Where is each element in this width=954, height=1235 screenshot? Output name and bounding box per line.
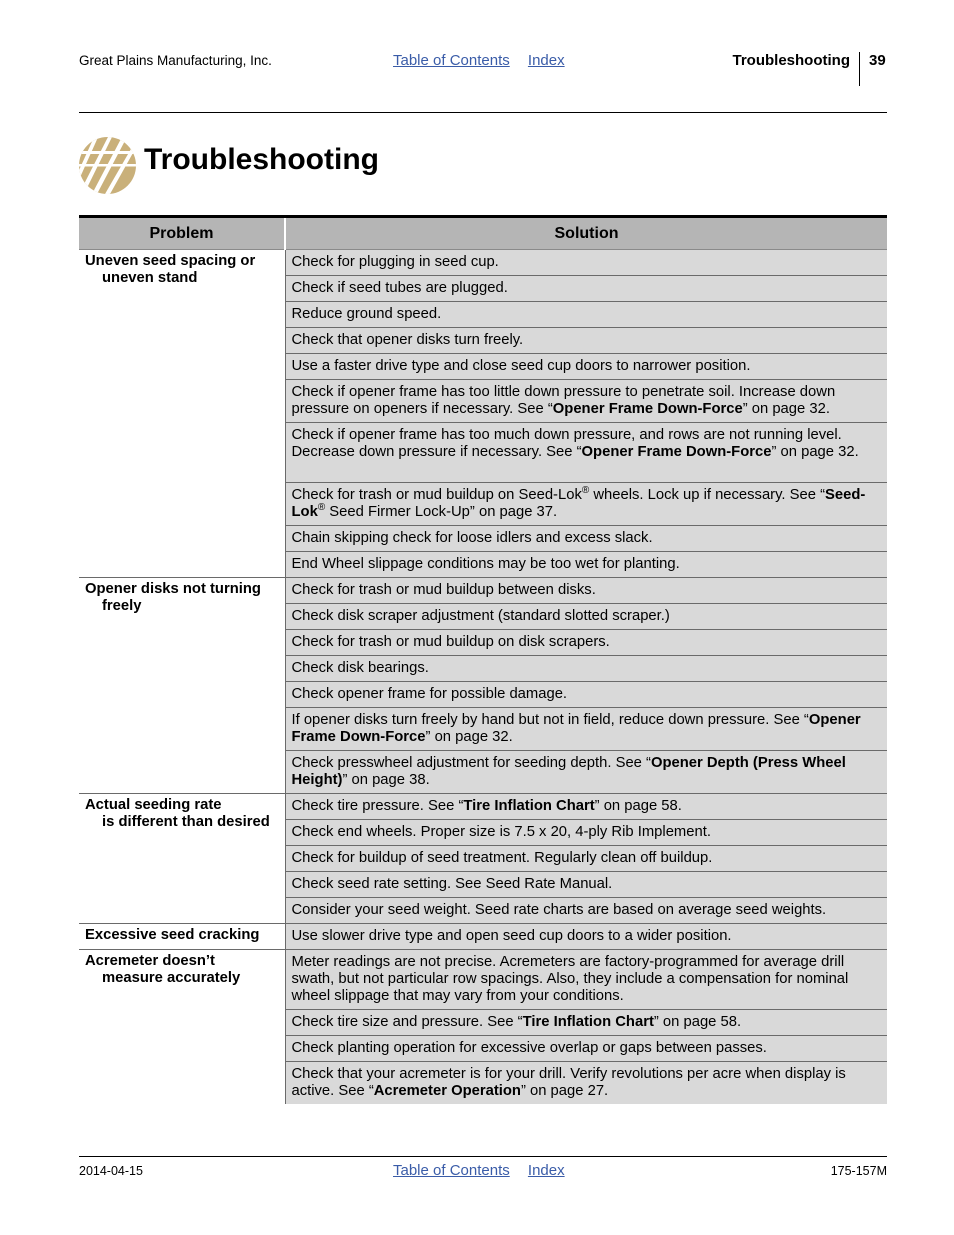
problem-text: Actual seeding rate bbox=[85, 797, 222, 813]
solution-text: Check if opener frame has too little down pressure to penetrate soil. Increase down pressure on openers if necessary. See “ bbox=[291, 384, 836, 417]
solution-text: Use slower drive type and open seed cup doors to a wider position. bbox=[291, 928, 732, 944]
problem-cell bbox=[79, 950, 285, 1105]
solution-cell bbox=[285, 328, 887, 354]
solution-reference: Opener Frame Down-Force bbox=[291, 712, 861, 745]
solution-cell bbox=[285, 1062, 887, 1105]
solution-text: Check seed rate setting. See Seed Rate Manual. bbox=[291, 876, 613, 892]
solution-cell bbox=[285, 526, 887, 552]
registered-mark: ® bbox=[581, 485, 590, 497]
solution-cell bbox=[285, 552, 887, 578]
solution-text: Check presswheel adjustment for seeding depth. See “ bbox=[291, 755, 651, 771]
solution-reference: Opener Depth (Press Wheel Height) bbox=[291, 755, 846, 788]
footer-rule bbox=[79, 1156, 887, 1157]
solution-text: Check disk bearings. bbox=[291, 660, 429, 676]
solution-text: Check disk scraper adjustment (standard slotted scraper.) bbox=[291, 608, 670, 624]
solution-reference: Opener Frame Down-Force bbox=[581, 444, 772, 460]
solution-text: ” on page 32. bbox=[742, 401, 830, 417]
footer-date: 2014-04-15 bbox=[79, 1164, 143, 1178]
solution-cell bbox=[285, 924, 887, 950]
header-divider bbox=[859, 52, 860, 86]
footer-doc-number: 175-157M bbox=[830, 1164, 887, 1178]
solution-cell bbox=[285, 1010, 887, 1036]
solution-text: Check tire size and pressure. See “ bbox=[291, 1014, 523, 1030]
solution-text: Check that opener disks turn freely. bbox=[291, 332, 524, 348]
solution-cell bbox=[285, 354, 887, 380]
problem-text-continued: uneven stand bbox=[102, 270, 198, 286]
header-links bbox=[393, 52, 579, 69]
solution-text: Check for buildup of seed treatment. Regularly clean off buildup. bbox=[291, 850, 713, 866]
problem-cell bbox=[79, 924, 285, 950]
solution-text: ” on page 27. bbox=[520, 1083, 609, 1099]
problem-text: Excessive seed cracking bbox=[85, 927, 260, 943]
solution-cell bbox=[285, 950, 887, 1010]
header-toc-link[interactable]: Table of Contents bbox=[393, 52, 510, 69]
solution-text: Check for trash or mud buildup between disks. bbox=[291, 582, 596, 598]
solution-text: ” on page 32. bbox=[771, 444, 859, 460]
solution-cell bbox=[285, 630, 887, 656]
solution-text: Meter readings are not precise. Acremeters are factory-programmed for average drill swath, but not particular row spacings. Also, they include a compensation for nominal wheel slippage that may vary from your conditions. bbox=[291, 954, 849, 1004]
solution-text: Seed Firmer Lock-Up bbox=[325, 504, 470, 520]
solution-text: ” on page 32. bbox=[425, 729, 513, 745]
header-index-link[interactable]: Index bbox=[527, 52, 565, 69]
solution-text: If opener disks turn freely by hand but not in field, reduce down pressure. See “ bbox=[291, 712, 809, 728]
solution-reference: Tire Inflation Chart bbox=[463, 798, 595, 814]
table-row bbox=[79, 950, 887, 1010]
column-header-problem: Problem bbox=[79, 217, 285, 250]
solution-text: ” on page 38. bbox=[342, 772, 430, 788]
solution-cell bbox=[285, 751, 887, 794]
solution-text: Check end wheels. Proper size is 7.5 x 20, 4-ply Rib Implement. bbox=[291, 824, 711, 840]
solution-text: Check if opener frame has too much down pressure, and rows are not running level. Decrease down pressure if necessary. See “ bbox=[291, 427, 842, 460]
table-row bbox=[79, 250, 887, 276]
header-section: Troubleshooting bbox=[732, 52, 850, 69]
problem-text: Opener disks not turning bbox=[85, 581, 261, 597]
solution-cell bbox=[285, 578, 887, 604]
problem-text-continued: is different than desired bbox=[102, 814, 270, 830]
solution-text: End Wheel slippage conditions may be too wet for planting. bbox=[291, 556, 680, 572]
solution-reference: Opener Frame Down-Force bbox=[552, 401, 743, 417]
solution-cell bbox=[285, 872, 887, 898]
solution-cell bbox=[285, 380, 887, 423]
solution-text: ” on page 58. bbox=[594, 798, 682, 814]
problem-cell bbox=[79, 794, 285, 924]
solution-cell bbox=[285, 250, 887, 276]
solution-text: ” on page 58. bbox=[653, 1014, 742, 1030]
solution-cell bbox=[285, 656, 887, 682]
solution-reference: Seed-Lok bbox=[291, 487, 866, 520]
column-header-solution: Solution bbox=[285, 217, 887, 250]
solution-text: Check planting operation for excessive overlap or gaps between passes. bbox=[291, 1040, 767, 1056]
solution-text: Reduce ground speed. bbox=[291, 306, 442, 322]
header-company: Great Plains Manufacturing, Inc. bbox=[79, 53, 272, 68]
page-number: 39 bbox=[869, 52, 886, 69]
solution-cell bbox=[285, 682, 887, 708]
problem-text: Uneven seed spacing or bbox=[85, 253, 256, 269]
solution-text: Chain skipping check for loose idlers and excess slack. bbox=[291, 530, 653, 546]
solution-cell bbox=[285, 820, 887, 846]
header-rule bbox=[79, 112, 887, 113]
problem-text-continued: freely bbox=[102, 598, 142, 614]
footer-toc-link[interactable]: Table of Contents bbox=[393, 1162, 510, 1179]
solution-text: Use a faster drive type and close seed cup doors to narrower position. bbox=[291, 358, 751, 374]
solution-text: Check for trash or mud buildup on Seed-Lok bbox=[291, 487, 582, 503]
solution-text: Check opener frame for possible damage. bbox=[291, 686, 568, 702]
great-plains-logo-icon bbox=[79, 137, 136, 194]
solution-cell bbox=[285, 794, 887, 820]
solution-text: Check for trash or mud buildup on disk scrapers. bbox=[291, 634, 610, 650]
problem-text-continued: measure accurately bbox=[102, 970, 241, 986]
solution-text: Check that your acremeter is for your drill. Verify revolutions per acre when display is active. See “ bbox=[291, 1066, 846, 1099]
solution-reference: Tire Inflation Chart bbox=[522, 1014, 654, 1030]
solution-reference: Acremeter Operation bbox=[373, 1083, 521, 1099]
page-title: Troubleshooting bbox=[144, 143, 379, 176]
registered-mark: ® bbox=[317, 502, 326, 514]
solution-cell bbox=[285, 483, 887, 526]
solution-text: wheels. Lock up if necessary. See “ bbox=[589, 487, 826, 503]
solution-cell bbox=[285, 302, 887, 328]
table-row bbox=[79, 578, 887, 604]
troubleshooting-table bbox=[79, 215, 887, 1104]
solution-cell bbox=[285, 423, 887, 483]
solution-text: Check for plugging in seed cup. bbox=[291, 254, 499, 270]
problem-cell bbox=[79, 578, 285, 794]
solution-text: ” on page 37. bbox=[469, 504, 558, 520]
solution-text: Consider your seed weight. Seed rate charts are based on average seed weights. bbox=[291, 902, 827, 918]
table-row bbox=[79, 924, 887, 950]
problem-text: Acremeter doesn’t bbox=[85, 953, 215, 969]
solution-cell bbox=[285, 898, 887, 924]
solution-text: Check if seed tubes are plugged. bbox=[291, 280, 508, 296]
solution-text: Check tire pressure. See “ bbox=[291, 798, 464, 814]
solution-cell bbox=[285, 276, 887, 302]
solution-cell bbox=[285, 846, 887, 872]
solution-cell bbox=[285, 1036, 887, 1062]
table-row bbox=[79, 794, 887, 820]
footer-links bbox=[393, 1162, 579, 1179]
problem-cell bbox=[79, 250, 285, 578]
solution-cell bbox=[285, 604, 887, 630]
footer-index-link[interactable]: Index bbox=[527, 1162, 565, 1179]
solution-cell bbox=[285, 708, 887, 751]
